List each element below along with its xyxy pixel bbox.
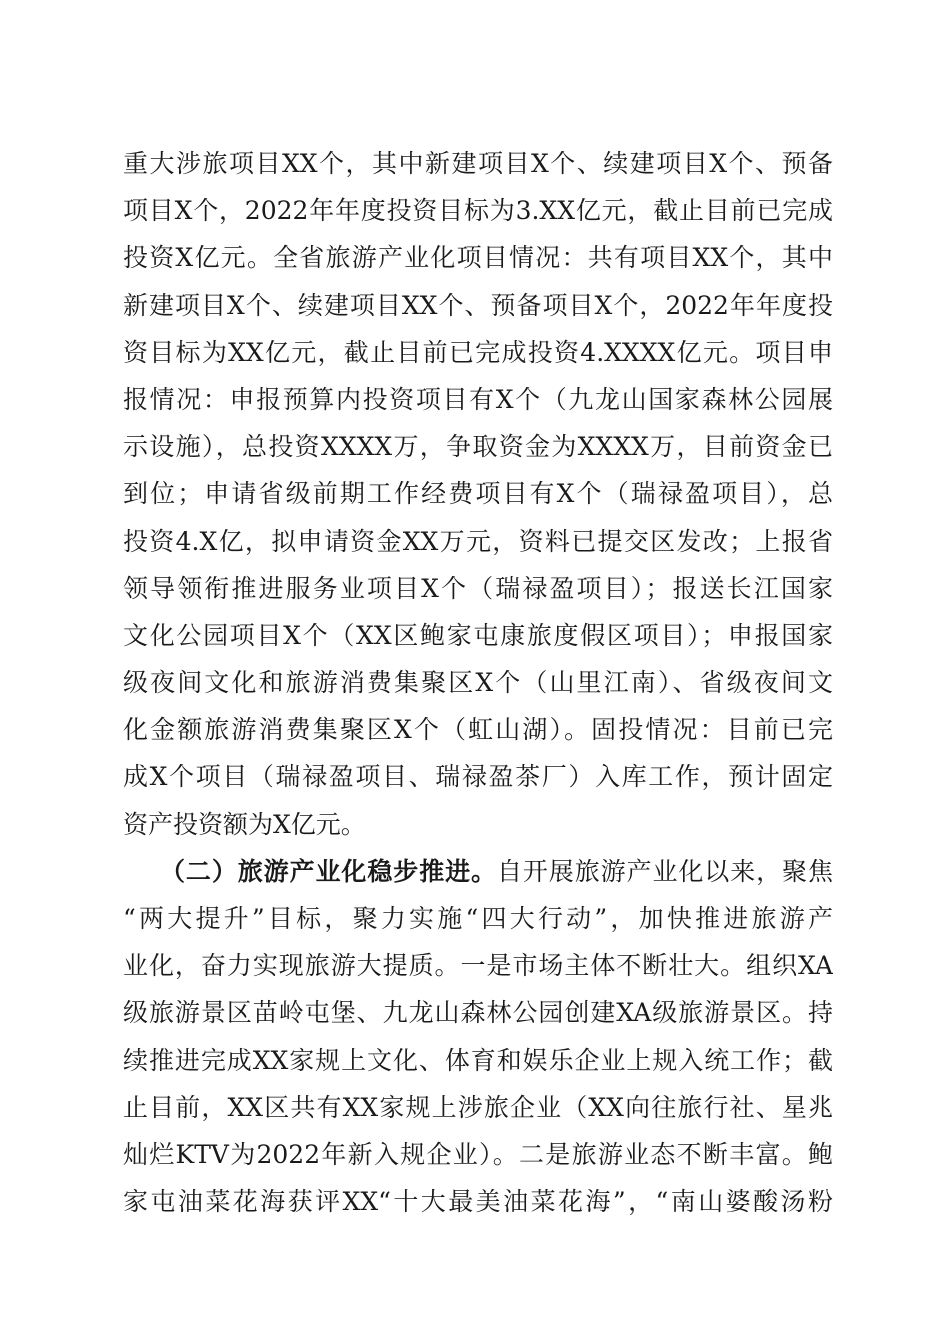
section-heading: （二）旅游产业化稳步推进。 bbox=[160, 856, 497, 886]
text-line: 成X个项目（瑞禄盈项目、瑞禄盈茶厂）入库工作，预计固定 bbox=[123, 762, 833, 792]
text-line: 文化公园项目X个（XX区鲍家屯康旅度假区项目）；申报国家 bbox=[123, 620, 833, 650]
text-line: 领导领衔推进服务业项目X个（瑞禄盈项目）；报送长江国家 bbox=[123, 573, 833, 603]
text-line: 止目前，XX区共有XX家规上涉旅企业（XX向往旅行社、星兆 bbox=[123, 1092, 833, 1122]
text-line: 投资X亿元。全省旅游产业化项目情况：共有项目XX个，其中 bbox=[123, 243, 833, 273]
text-line: 业化，奋力实现旅游大提质。一是市场主体不断壮大。组织XA bbox=[123, 951, 833, 981]
text-line: 续推进完成XX家规上文化、体育和娱乐企业上规入统工作；截 bbox=[123, 1045, 833, 1075]
heading-line-rest: 自开展旅游产业化以来，聚焦 bbox=[496, 856, 833, 886]
text-line: 报情况：申报预算内投资项目有X个（九龙山国家森林公园展 bbox=[123, 384, 833, 414]
text-line: 到位；申请省级前期工作经费项目有X个（瑞禄盈项目），总 bbox=[123, 479, 833, 509]
text-line: 家屯油菜花海获评XX“十大最美油菜花海”，“南山婆酸汤粉 bbox=[123, 1187, 833, 1217]
text-line: 资产投资额为X亿元。 bbox=[123, 809, 366, 839]
text-line: 级夜间文化和旅游消费集聚区X个（山里江南）、省级夜间文 bbox=[123, 668, 833, 698]
text-line: 化金额旅游消费集聚区X个（虹山湖）。固投情况：目前已完 bbox=[123, 715, 833, 745]
text-line: “两大提升”目标，聚力实施“四大行动”，加快推进旅游产 bbox=[123, 904, 833, 933]
text-line: 投资4.X亿，拟申请资金XX万元，资料已提交区发改；上报省 bbox=[123, 526, 833, 556]
text-line: 新建项目X个、续建项目XX个、预备项目X个，2022年年度投 bbox=[123, 290, 833, 320]
text-line: 灿烂KTV为2022年新入规企业）。二是旅游业态不断丰富。鲍 bbox=[123, 1139, 833, 1169]
text-line: 级旅游景区苗岭屯堡、九龙山森林公园创建XA级旅游景区。持 bbox=[123, 998, 833, 1028]
paragraph-project-status bbox=[123, 140, 833, 848]
paragraph-tourism-industrialization bbox=[123, 848, 833, 1226]
paragraph-first-line bbox=[123, 848, 833, 895]
document-body bbox=[123, 140, 833, 1225]
text-line: 示设施），总投资XXXX万，争取资金为XXXX万，目前资金已 bbox=[123, 432, 833, 462]
text-line: 重大涉旅项目XX个，其中新建项目X个、续建项目X个、预备 bbox=[123, 149, 833, 178]
text-line: 资目标为XX亿元，截止目前已完成投资4.XXXX亿元。项目申 bbox=[123, 337, 833, 367]
text-line: 项目X个，2022年年度投资目标为3.XX亿元，截止目前已完成 bbox=[123, 196, 833, 226]
